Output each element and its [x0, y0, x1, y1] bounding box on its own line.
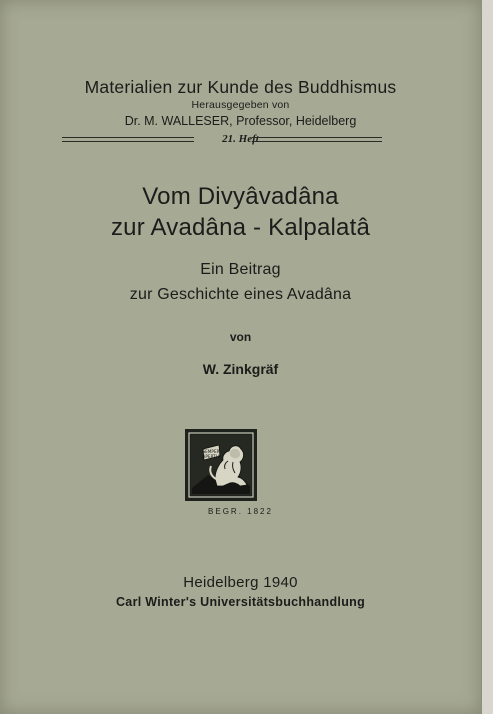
publisher-name: Carl Winter's Universitätsbuchhandlung	[115, 595, 365, 609]
book-subtitle-line-2: zur Geschichte eines Avadâna	[129, 286, 352, 303]
publication-place-year: Heidelberg 1940	[183, 574, 298, 591]
author-name: W. Zinkgräf	[202, 361, 279, 377]
emblem-founding-caption: BEGR. 1822	[208, 507, 273, 516]
book-subtitle-line-1: Ein Beitrag	[200, 261, 281, 278]
book-title-line-1: Vom Divyâvadâna	[142, 183, 339, 210]
book-title-line-2: zur Avadâna - Kalpalatâ	[110, 214, 370, 241]
series-editor-intro: Herausgegeben von	[191, 99, 290, 111]
series-title: Materialien zur Kunde des Buddhismus	[84, 77, 397, 97]
svg-text:APERTUS: APERTUS	[202, 454, 222, 459]
author-preposition: von	[229, 330, 252, 344]
right-double-rule	[252, 137, 382, 142]
next-page-edge	[481, 0, 493, 714]
svg-text:SEMPER: SEMPER	[202, 449, 220, 454]
series-editor: Dr. M. WALLESER, Professor, Heidelberg	[124, 114, 357, 128]
series-issue-number: 21. Heft	[222, 133, 259, 145]
lion-publisher-emblem-icon	[184, 428, 258, 502]
